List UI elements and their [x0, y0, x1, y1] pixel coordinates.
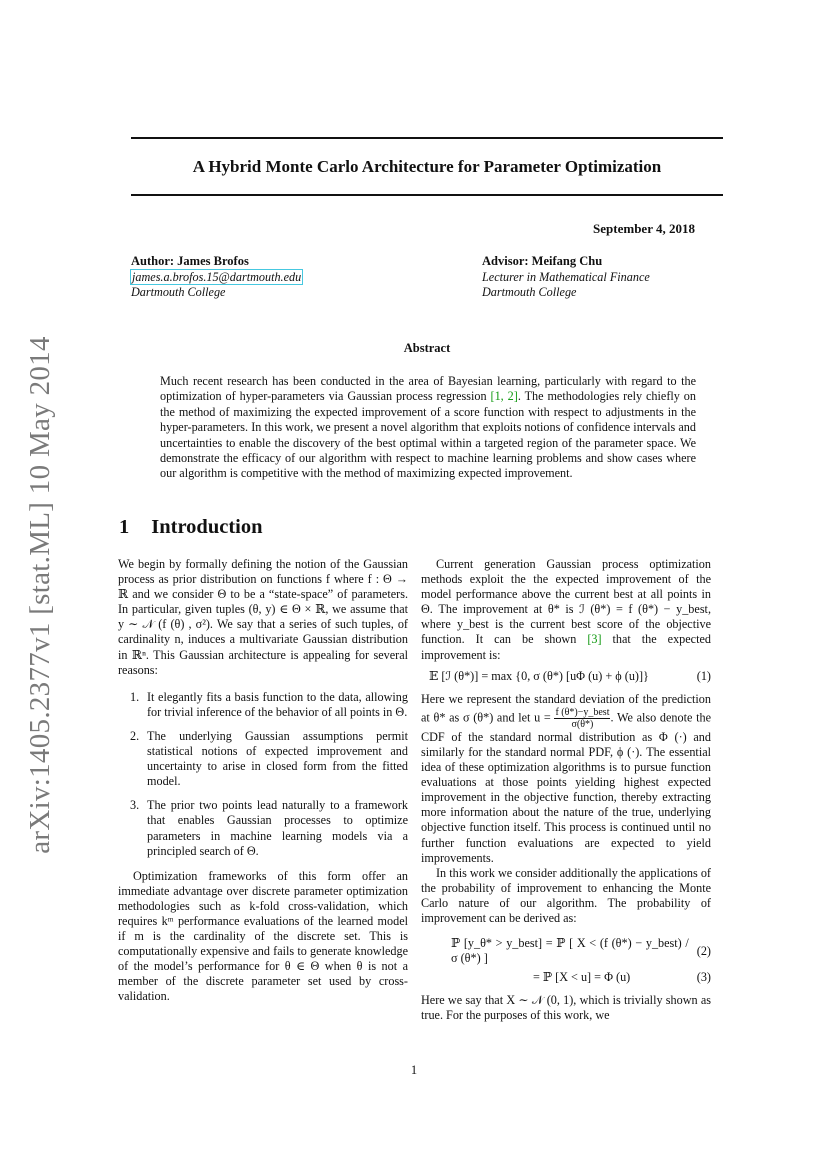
author-heading: Author: James Brofos [131, 254, 249, 268]
citation-link-1-2[interactable]: [1, 2] [490, 389, 518, 404]
right-column [421, 557, 711, 1024]
intro-paragraph-5: In this work we consider additionally the applications of the probability of improvement to enhancing the Monte Carlo nature of our algorithm. The probability of improvement can be derived as: [421, 865, 711, 925]
citation-link-3[interactable]: [3] [587, 632, 602, 647]
advisor-role: Lecturer in Mathematical Finance [482, 269, 650, 284]
page-number: 1 [410, 1063, 418, 1077]
paper-title: A Hybrid Monte Carlo Architecture for Parameter Optimization [192, 157, 662, 176]
list-item: 3. The prior two points lead naturally to a framework that enables Gaussian processes to optimize parameters in machine learning models via a principled search of Θ. [130, 798, 408, 858]
advisor-block [482, 254, 650, 301]
equation-1: 𝔼 [ℐ (θ*)] = max {0, σ (θ*) [uΦ (u) + ϕ (u)]} (1) [429, 668, 711, 683]
author-email-link[interactable]: james.a.brofos.15@dartmouth.edu [132, 269, 302, 284]
intro-paragraph-4: Here we represent the standard deviation of the prediction at θ* as σ (θ*) and let u = $\frac{\text{f (θ*)−y\_best}}{\sigma(\theta*)}$ . We also denote the CDF of the standard normal distribution as Φ (·) and similarly for the standard normal PDF, ϕ (·). The essential idea of these optimization algorithms is to pursue function evaluations at those points yielding highest expected improvement in the objective function, thereby extracting more information about the nature of the true, underlying objective function itself. This process is continued until no further function evaluations are expected to yield improvements. [421, 691, 711, 865]
reasons-list [118, 690, 408, 859]
title-bottom-rule [131, 194, 723, 196]
left-column [118, 557, 408, 1005]
list-item: 1. It elegantly fits a basis function to the data, allowing for trivial inference of the behavior of all points in Θ. [130, 689, 408, 719]
author-block [131, 254, 302, 301]
intro-paragraph-3: Current generation Gaussian process optimization methods exploit the the expected improvement of the model performance above the current best at all points in Θ. The improvement at θ* is ℐ (θ*) = f (θ*) − y_best, where y_best is the current best score of the objective function. It can be shown [3] that the expected improvement is: [421, 557, 711, 662]
arxiv-stamp: arXiv:1405.2377v1 [stat.ML] 10 May 2014 [24, 336, 56, 854]
intro-paragraph-1: We begin by formally defining the notion of the Gaussian process as prior distribution on functions f where f : Θ → ℝ and we consider Θ to be a “state-space” of parameters. In particular, given tuples (θ, y) ∈ Θ × ℝ, we assume that y ∼ 𝒩 (f (θ) , σ²). We say that a series of such tuples, of cardinality n, induces a multivariate Gaussian distribution in ℝⁿ. This Gaussian architecture is appealing for several reasons: [118, 557, 408, 677]
equation-3: = ℙ [X < u] = Φ (u) (3) [533, 970, 711, 985]
top-rule [131, 137, 723, 139]
advisor-heading: Advisor: Meifang Chu [482, 254, 603, 268]
abstract-body: Much recent research has been conducted in the area of Bayesian learning, particularly with regard to the optimization of hyper-parameters via Gaussian process regression [1, 2]. The methodologies rely chiefly on the method of maximizing the expected improvement of a score function with respect to adjustments in the hyper-parameters. In this work, we present a novel algorithm that exploits notions of confidence intervals and uncertainties to enable the discovery of the best optimal within a targeted region of the parameter space. We demonstrate the efficacy of our algorithm with respect to machine learning problems and show cases where our algorithm is competitive with the method of maximizing expected improvement. [160, 374, 696, 481]
intro-paragraph-6: Here we say that X ∼ 𝒩 (0, 1), which is trivially shown as true. For the purposes of this work, we [421, 993, 711, 1023]
list-item: 2. The underlying Gaussian assumptions permit statistical notions of expected improvement and uncertainty to arise in closed form from the fitted model. [130, 728, 408, 789]
intro-paragraph-2: Optimization frameworks of this form offer an immediate advantage over discrete parameter optimization methodologies such as k-fold cross-validation, which requires kᵐ performance evaluations of the learned model if m is the cardinality of the discrete set. This is computationally expensive and fails to generate knowledge of the model’s performance for θ ∈ Θ when θ is not a member of the discrete parameter set used by cross-validation. [118, 868, 408, 1004]
section-heading: 1 Introduction [119, 516, 263, 538]
author-affiliation: Dartmouth College [131, 285, 226, 299]
paper-date: September 4, 2018 [593, 221, 695, 236]
advisor-affiliation: Dartmouth College [482, 285, 577, 299]
abstract-heading: Abstract [403, 341, 451, 355]
fraction-u: $\frac{\text{f (θ*)−y\_best}}{\sigma(\theta*)}$ [555, 706, 610, 730]
equation-2: ℙ [y_θ* > y_best] = ℙ [ X < (f (θ*) − y_best) / σ (θ*) ] (2) [451, 936, 711, 966]
